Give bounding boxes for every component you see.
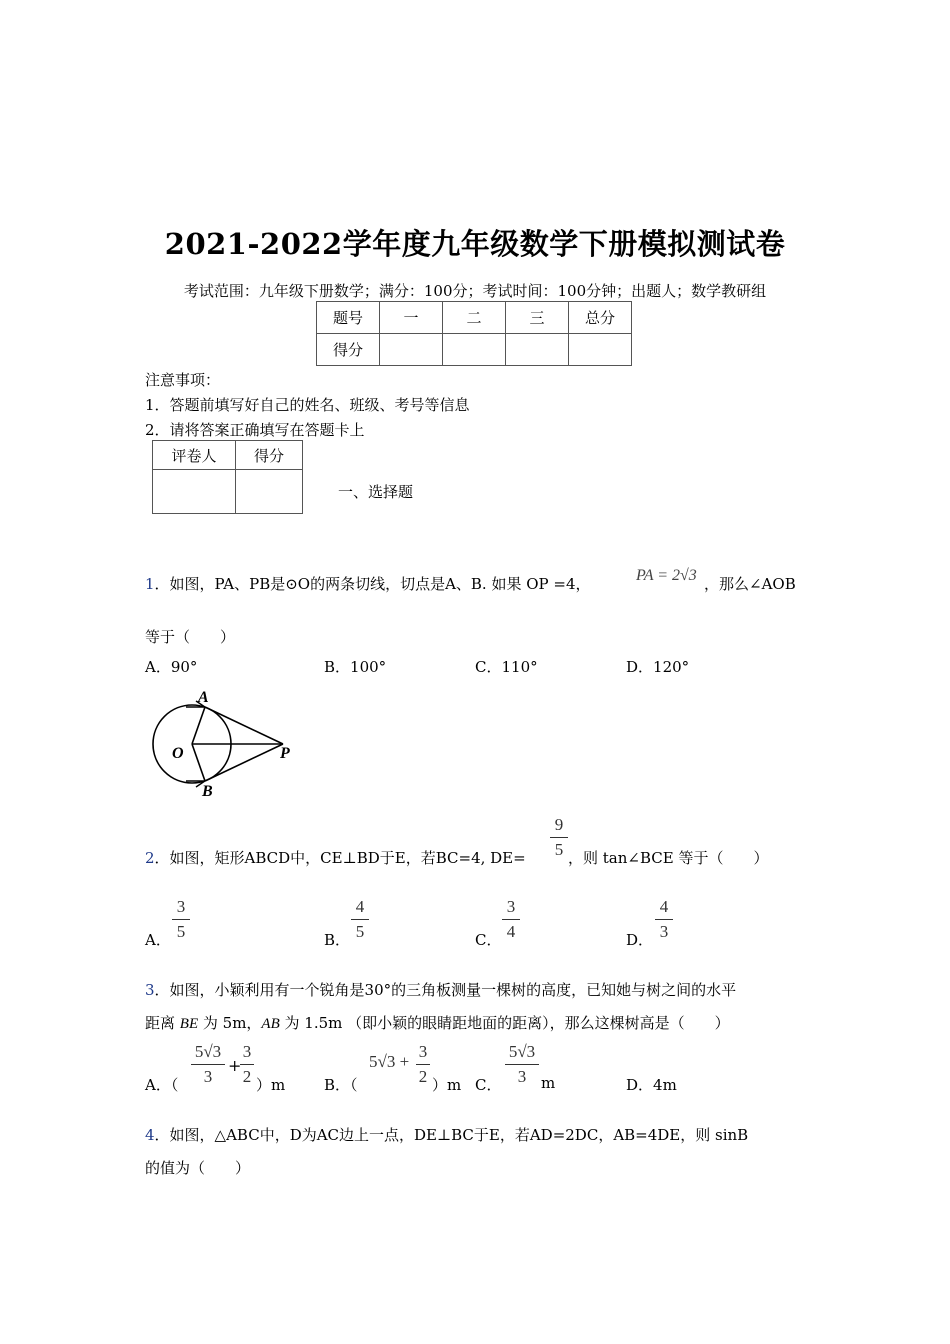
score-header: 二: [443, 302, 506, 334]
question-4-line1: [145, 1124, 748, 1145]
score-cell[interactable]: [443, 334, 506, 366]
denominator: 3: [517, 1067, 527, 1086]
option-a-label[interactable]: A．（: [145, 1076, 179, 1094]
denominator: 5: [554, 840, 564, 859]
option-a[interactable]: A．90°: [145, 658, 198, 676]
formula-pa: PA = 2√3: [636, 567, 697, 584]
option-c-label[interactable]: C．: [475, 1076, 502, 1094]
numerator: 4: [659, 897, 669, 916]
label-p: P: [280, 745, 290, 762]
question-text: 等于（ ）: [145, 628, 236, 646]
option-b-label[interactable]: B．: [324, 931, 351, 949]
question-text: ．如图，小颖利用有一个锐角是30°的三角板测量一棵树的高度，已知她与树之间的水平: [154, 981, 737, 999]
option-b-fraction: [351, 897, 369, 942]
question-text: ，那么∠AOB: [704, 575, 796, 593]
denominator: 5: [176, 922, 186, 941]
question-text: ．如图，△ABC中，D为AC边上一点，DE⊥BC于E，若AD=2DC，AB=4DE，则 sinB: [154, 1126, 749, 1144]
numerator: 3: [506, 897, 516, 916]
option-a-tail: ）m: [256, 1076, 286, 1094]
question-text: 为 5m，: [198, 1014, 262, 1032]
notes-heading: 注意事项：: [145, 371, 221, 389]
score-header: 一: [380, 302, 443, 334]
denominator: 4: [506, 922, 516, 941]
option-a-fraction: [172, 897, 190, 942]
denominator: 5: [355, 922, 365, 941]
question-text: ．如图，PA、PB是⊙O的两条切线，切点是A、B. 如果 OP =4，: [154, 575, 591, 593]
question-2-line: [145, 847, 526, 868]
option-b-lead: 5√3 +: [369, 1052, 410, 1071]
option-a-fraction-2: [240, 1042, 254, 1087]
question-number: 1: [145, 575, 155, 593]
numerator: 3: [242, 1042, 252, 1061]
plus-sign: +: [228, 1056, 242, 1075]
question-text: 距离: [145, 1014, 180, 1032]
numerator: 3: [418, 1042, 428, 1061]
denominator: 3: [203, 1067, 213, 1086]
grader-cell[interactable]: [153, 470, 236, 514]
score-cell[interactable]: [506, 334, 569, 366]
question-number: 2: [145, 849, 155, 867]
label-b: B: [202, 783, 213, 800]
score-cell[interactable]: [569, 334, 632, 366]
label-o: O: [172, 745, 184, 762]
fraction-de: [550, 815, 568, 860]
grader-cell[interactable]: [236, 470, 303, 514]
numerator: 4: [355, 897, 365, 916]
question-text: ，则 tan∠BCE 等于（ ）: [568, 849, 769, 867]
question-text: ．如图，矩形ABCD中，CE⊥BD于E，若BC=4, DE=: [154, 849, 526, 867]
option-b-label[interactable]: B．（: [324, 1076, 358, 1094]
numerator: 9: [554, 815, 564, 834]
grader-table: [152, 440, 303, 514]
section-title: 一、选择题: [338, 483, 414, 501]
numerator: 5√3: [194, 1042, 222, 1061]
label-a: A: [198, 689, 209, 706]
score-header: 总分: [569, 302, 632, 334]
question-3-line1: [145, 979, 736, 1000]
score-row-label: 得分: [317, 334, 380, 366]
option-b[interactable]: B．100°: [324, 658, 387, 676]
option-c-fraction: [505, 1042, 539, 1087]
grader-header: 评卷人: [153, 441, 236, 470]
score-cell[interactable]: [380, 334, 443, 366]
numerator: 3: [176, 897, 186, 916]
option-a-label[interactable]: A．: [145, 931, 171, 949]
question-number: 3: [145, 981, 155, 999]
question-3-line2: [145, 1012, 730, 1033]
numerator: 5√3: [508, 1042, 536, 1061]
option-d-label[interactable]: D．: [626, 931, 654, 949]
option-d[interactable]: D．120°: [626, 658, 690, 676]
note-item: 1．答题前填写好自己的姓名、班级、考号等信息: [145, 396, 470, 414]
option-b-fraction: [416, 1042, 430, 1087]
exam-info: 考试范围：九年级下册数学；满分：100分；考试时间：100分钟；出题人；数学教研组: [183, 282, 767, 300]
question-1-line1: [145, 573, 591, 594]
denominator: 2: [418, 1067, 428, 1086]
option-d[interactable]: D．4m: [626, 1076, 677, 1094]
option-a-fraction-1: [191, 1042, 225, 1087]
var-ab: AB: [261, 1016, 280, 1032]
score-table: [316, 301, 632, 366]
option-d-fraction: [655, 897, 673, 942]
question-4-line2: 的值为（ ）: [145, 1159, 251, 1177]
circle-tangent-figure: [148, 686, 298, 801]
grader-header: 得分: [236, 441, 303, 470]
var-be: BE: [179, 1016, 199, 1032]
option-c-fraction: [502, 897, 520, 942]
option-c-tail: m: [541, 1074, 556, 1092]
option-c-label[interactable]: C．: [475, 931, 502, 949]
score-header: 题号: [317, 302, 380, 334]
page-title: 2021-2022学年度九年级数学下册模拟测试卷: [164, 227, 786, 261]
note-item: 2．请将答案正确填写在答题卡上: [145, 421, 365, 439]
question-number: 4: [145, 1126, 155, 1144]
option-b-tail: ）m: [432, 1076, 462, 1094]
denominator: 2: [242, 1067, 252, 1086]
question-text: 为 1.5m （即小颖的眼睛距地面的距离），那么这棵树高是（ ）: [279, 1014, 730, 1032]
score-header: 三: [506, 302, 569, 334]
denominator: 3: [659, 922, 669, 941]
option-c[interactable]: C．110°: [475, 658, 538, 676]
